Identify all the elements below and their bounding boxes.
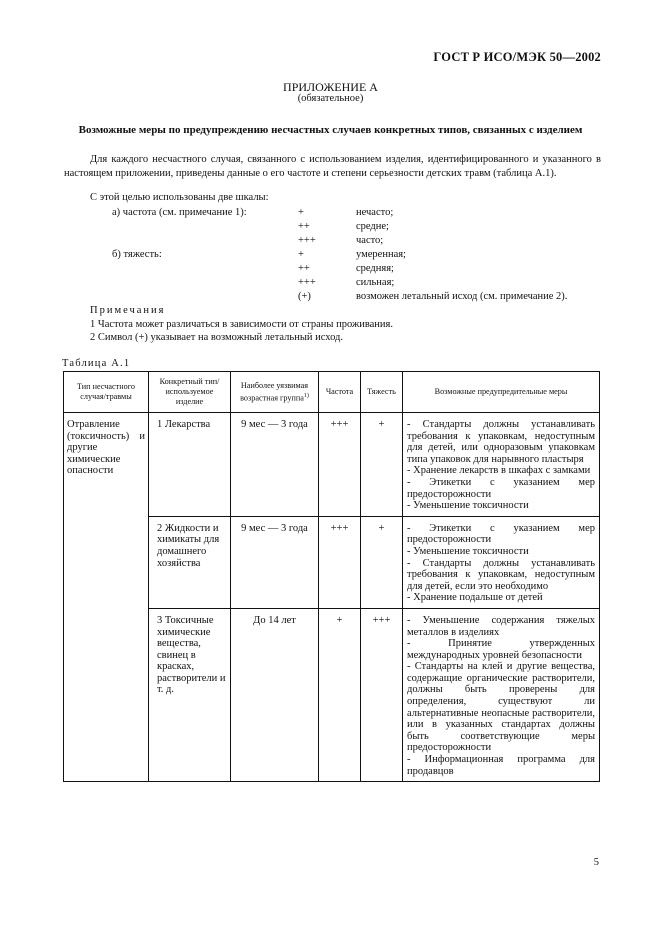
measure-item: - Этикетки с указанием мер предосторожности <box>407 476 595 500</box>
note-item: 1 Частота может различаться в зависимости от страны проживания. <box>90 318 393 330</box>
col-header-product: Конкретный тип/используемое изделие <box>149 372 231 413</box>
scale-text: сильная; <box>356 277 395 288</box>
scale-text: возможен летальный исход (см. примечание 2). <box>356 291 568 302</box>
frequency-scale-label: а) частота (см. примечание 1): <box>112 207 247 218</box>
product-cell: 3 Токсичные химические вещества, свинец в красках, растворители и т. д. <box>149 608 231 781</box>
product-cell: 1 Лекарства <box>149 413 231 517</box>
measure-item: - Принятие утвержденных международных уровней безопасности <box>407 638 595 661</box>
notes-title: Примечания <box>90 305 166 316</box>
col-header-age-text: Наиболее уязвимая возрастная группа <box>240 380 309 403</box>
frequency-cell: +++ <box>319 516 361 608</box>
note-item: 2 Символ (+) указывает на возможный летальный исход. <box>90 332 344 343</box>
frequency-cell: +++ <box>319 413 361 517</box>
age-cell: 9 мес — 3 года <box>231 516 319 608</box>
standard-number: ГОСТ Р ИСО/МЭК 50—2002 <box>433 50 601 64</box>
measures-cell <box>403 413 600 517</box>
scale-symbol: + <box>298 207 304 218</box>
measure-item: - Стандарты должны устанавливать требования к упаковкам, недоступным для детей, если это необходимо <box>407 557 595 592</box>
measure-item: - Хранение лекарств в шкафах с замками <box>407 465 591 477</box>
scale-symbol: ++ <box>298 263 310 274</box>
measure-item: - Стандарты должны устанавливать требования к упаковкам, недоступным для детей, или одноразовым упаковкам типа упаковок для нарывного пластыря <box>407 419 595 465</box>
scale-text: часто; <box>356 235 384 246</box>
frequency-cell: + <box>319 608 361 781</box>
scale-symbol: + <box>298 249 304 260</box>
age-cell: До 14 лет <box>231 608 319 781</box>
product-cell: 2 Жидкости и химикаты для домашнего хозяйства <box>149 516 231 608</box>
col-header-type: Тип несчастного случая/травмы <box>64 372 149 413</box>
col-header-severity: Тяжесть <box>361 372 403 413</box>
scale-symbol: +++ <box>298 235 316 246</box>
scale-symbol: ++ <box>298 221 310 232</box>
appendix-title: ПРИЛОЖЕНИЕ А <box>283 80 378 94</box>
severity-cell: +++ <box>361 608 403 781</box>
measure-item: - Хранение подальше от детей <box>407 592 543 604</box>
measure-item: - Стандарты на клей и другие вещества, содержащие органические растворители, должны быть проверены для определения, существуют ли альтернативные неопасные растворители, или в указанных стандартах должны быть соответствующие меры предосторожности <box>407 661 595 754</box>
notes-block <box>90 304 393 345</box>
scale-text: умеренная; <box>356 249 406 260</box>
scales-intro-text: С этой целью использованы две шкалы: <box>90 192 269 203</box>
measure-item: - Уменьшение токсичности <box>407 500 529 512</box>
severity-scale-label: б) тяжесть: <box>112 249 162 260</box>
appendix-subtitle: (обязательное) <box>297 93 364 104</box>
severity-cell: + <box>361 413 403 517</box>
table-row <box>64 413 600 517</box>
age-cell: 9 мес — 3 года <box>231 413 319 517</box>
intro-paragraph <box>64 153 601 180</box>
page-number: 5 <box>593 857 599 868</box>
measure-item: - Уменьшение токсичности <box>407 545 529 557</box>
measure-item: - Этикетки с указанием мер предосторожности <box>407 522 595 546</box>
table-label: Таблица А.1 <box>62 358 131 369</box>
accident-type-cell: Отравление (токсичность) и другие химические опасности <box>64 413 149 782</box>
col-header-age <box>231 372 319 413</box>
scale-text: нечасто; <box>356 207 394 218</box>
scale-symbol: (+) <box>298 291 311 302</box>
intro-text: Для каждого несчастного случая, связанного с использованием изделия, идентифицированного и указанного в настоящем приложении, приведены данные о его частоте и степени серьезности детских травм (таблица А.1). <box>64 154 601 179</box>
scale-symbol: +++ <box>298 277 316 288</box>
scales-intro <box>64 191 601 205</box>
severity-cell: + <box>361 516 403 608</box>
footnote-mark: 1) <box>303 392 309 399</box>
measure-item: - Уменьшение содержания тяжелых металлов в изделиях <box>407 614 595 638</box>
scale-text: средне; <box>356 221 389 232</box>
scale-text: средняя; <box>356 263 394 274</box>
measures-cell <box>403 516 600 608</box>
table-header-row <box>64 372 600 413</box>
measures-table <box>63 371 600 782</box>
col-header-frequency: Частота <box>319 372 361 413</box>
col-header-measures: Возможные предупредительные меры <box>403 372 600 413</box>
measures-cell <box>403 608 600 781</box>
measure-item: - Информационная программа для продавцов <box>407 754 595 777</box>
section-heading: Возможные меры по предупреждению несчастных случаев конкретных типов, связанных с изделием <box>78 124 583 136</box>
